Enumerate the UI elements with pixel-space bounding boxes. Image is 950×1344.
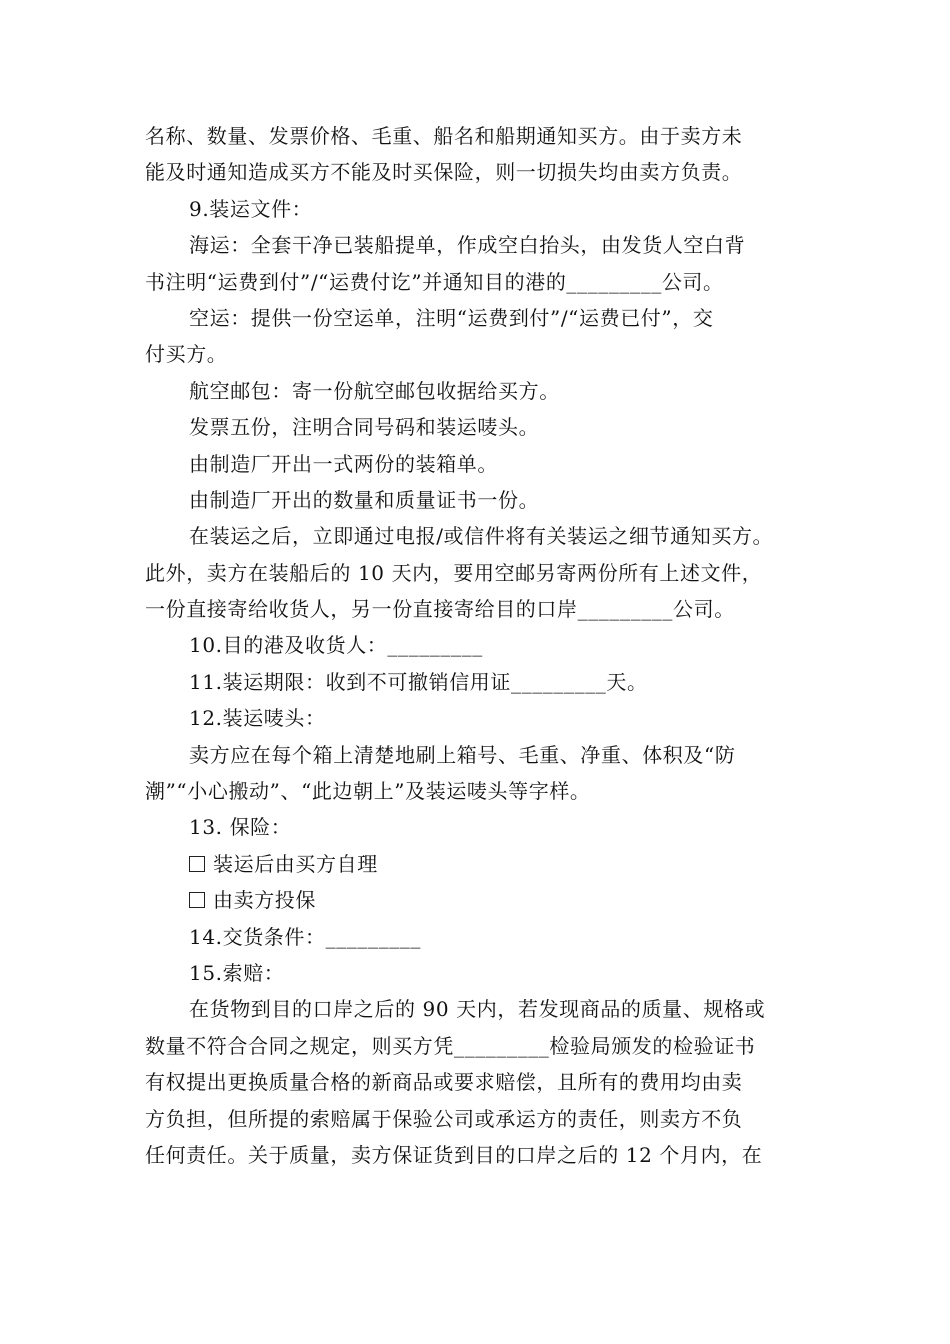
text-line: 此外，卖方在装船后的 10 天内，要用空邮另寄两份所有上述文件， bbox=[145, 560, 763, 585]
section-heading: 11.装运期限：收到不可撤销信用证_________天。 bbox=[189, 669, 648, 694]
checkbox-icon[interactable] bbox=[189, 892, 205, 908]
text-line: 付买方。 bbox=[145, 342, 228, 367]
text-line: 发票五份，注明合同号码和装运唛头。 bbox=[189, 415, 540, 440]
text-line: 一份直接寄给收货人，另一份直接寄给目的口岸_________公司。 bbox=[145, 597, 735, 622]
text-line: 卖方应在每个箱上清楚地刷上箱号、毛重、净重、体积及“防 bbox=[189, 742, 736, 767]
text-line: 潮”“小心搬动”、“此边朝上”及装运唛头等字样。 bbox=[145, 779, 591, 804]
text-line: 空运：提供一份空运单，注明“运费到付”/“运费已付”，交 bbox=[189, 305, 714, 330]
text-line: 由制造厂开出一式两份的装箱单。 bbox=[189, 451, 498, 476]
text-line: 数量不符合合同之规定，则买方凭_________检验局颁发的检验证书 bbox=[145, 1033, 756, 1058]
section-heading: 9.装运文件： bbox=[189, 196, 313, 221]
text-line: 能及时通知造成买方不能及时买保险，则一切损失均由卖方负责。 bbox=[145, 160, 743, 185]
section-heading: 10.目的港及收货人：_________ bbox=[189, 633, 483, 658]
text-line: 航空邮包：寄一份航空邮包收据给买方。 bbox=[189, 378, 560, 403]
text-line: 在货物到目的口岸之后的 90 天内，若发现商品的质量、规格或 bbox=[189, 997, 766, 1022]
section-heading: 13. 保险： bbox=[189, 815, 292, 840]
text-line: 由制造厂开出的数量和质量证书一份。 bbox=[189, 487, 540, 512]
section-heading: 15.索赔： bbox=[189, 960, 285, 985]
checkbox-option[interactable] bbox=[145, 846, 815, 882]
document-page bbox=[145, 118, 815, 1173]
text-line: 书注明“运费到付”/“运费付讫”并通知目的港的_________公司。 bbox=[145, 269, 724, 294]
section-heading: 12.装运唛头： bbox=[189, 706, 326, 731]
checkbox-icon[interactable] bbox=[189, 856, 205, 872]
checkbox-label: 由卖方投保 bbox=[213, 888, 316, 913]
section-heading: 14.交货条件：_________ bbox=[189, 924, 422, 949]
checkbox-option[interactable] bbox=[145, 882, 815, 918]
text-line: 有权提出更换质量合格的新商品或要求赔偿，且所有的费用均由卖 bbox=[145, 1070, 743, 1095]
text-line: 方负担，但所提的索赔属于保验公司或承运方的责任，则卖方不负 bbox=[145, 1106, 743, 1131]
text-line: 名称、数量、发票价格、毛重、船名和船期通知买方。由于卖方未 bbox=[145, 124, 743, 148]
text-line: 海运：全套干净已装船提单，作成空白抬头，由发货人空白背 bbox=[189, 233, 746, 258]
text-line: 任何责任。关于质量，卖方保证货到目的口岸之后的 12 个月内，在 bbox=[145, 1142, 763, 1167]
checkbox-label: 装运后由买方自理 bbox=[213, 851, 378, 876]
text-line: 在装运之后，立即通过电报/或信件将有关装运之细节通知买方。 bbox=[189, 524, 774, 549]
